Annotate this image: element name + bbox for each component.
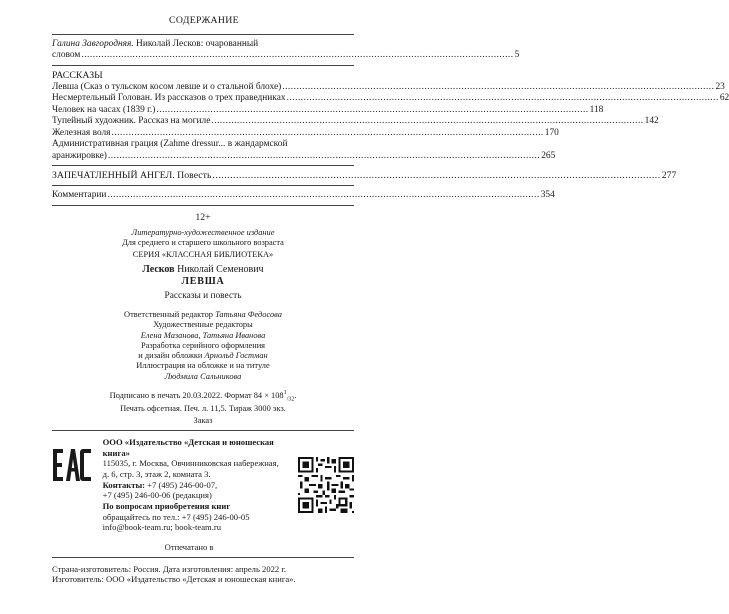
qr-code-icon <box>298 437 354 553</box>
intro-title-line1: Николай Лесков: очарованный <box>133 39 259 49</box>
signed-line <box>52 390 354 404</box>
divider <box>52 65 354 66</box>
toc-entry-comments <box>52 190 555 201</box>
manufacturer-info <box>52 564 356 585</box>
editor-label: Ответственный редактор <box>124 310 216 320</box>
art-editors-names: Елена Мазанова, Татьяна Иванова <box>140 330 266 340</box>
contacts-phone-2: +7 (495) 246-00-06 (редакция) <box>102 490 212 501</box>
toc-entry-title: Административная грация (Zahme dressur... в жандармской <box>52 139 288 150</box>
genre-line: Литературно-художественное издание <box>131 227 275 237</box>
leader-dots <box>112 128 544 139</box>
intro-author: Галина Завгородняя. <box>52 39 134 49</box>
design-line <box>52 351 354 361</box>
contacts-line <box>103 480 298 491</box>
toc-entry-title: Тупейный художник. Рассказ на могиле <box>52 116 211 127</box>
printed-at: Отпечатано в <box>164 542 214 553</box>
contents-title: СОДЕРЖАНИЕ <box>169 15 239 26</box>
toc-entry-page: 118 <box>589 104 604 115</box>
toc-entry-title: Несмертельный Голован. Из рассказов о трех праведниках <box>52 93 286 104</box>
print-details <box>52 390 356 426</box>
leader-dots <box>212 170 660 182</box>
toc-entry-title: Комментарии <box>52 190 107 201</box>
toc-entry-page: 354 <box>540 190 555 201</box>
format-sub: /32 <box>286 396 295 403</box>
illustration-label: Иллюстрация на обложке и на титуле <box>136 361 270 371</box>
stories-heading: РАССКАЗЫ <box>52 69 103 81</box>
toc-entry <box>52 104 604 116</box>
toc-entry-title: ЗАПЕЧАТЛЕННЫЙ АНГЕЛ. Повесть <box>52 170 212 182</box>
format-sup: 1 <box>283 389 287 396</box>
credits <box>52 310 356 382</box>
eac-logo <box>52 447 92 483</box>
design-label-2: и дизайн обложки <box>138 351 205 361</box>
toc-entry-admin-cont <box>52 150 556 162</box>
signed-text: Подписано в печать 20.03.2022. Формат 84 × 108 <box>109 390 284 400</box>
publisher-address-2: д. 6, стр. 3, этаж 2, комната 3. <box>102 469 211 480</box>
country-line: Страна-изготовитель: Россия. Дата изготовления: апрель 2022 г. <box>52 563 287 574</box>
publisher-address-1: 115035, г. Москва, Овчинниковская набережная, <box>102 458 279 469</box>
table-of-contents <box>52 34 729 206</box>
leader-dots <box>211 116 643 127</box>
editor-line <box>52 310 354 320</box>
purchase-label: По вопросам приобретения книг <box>102 501 231 512</box>
toc-entry <box>52 93 729 104</box>
maker-line: Изготовитель: ООО «Издательство «Детская и юношеская книга». <box>52 574 296 585</box>
intro-page: 5 <box>514 50 520 61</box>
publisher-email: info@book-team.ru; book-team.ru <box>102 522 222 533</box>
format-end: . <box>294 390 297 400</box>
designer-name: Арнольд Гостман <box>204 351 268 361</box>
toc-entry-page: 23 <box>715 81 725 92</box>
publisher-info <box>103 437 298 553</box>
toc-entry <box>52 81 725 93</box>
publisher-block <box>52 437 354 553</box>
leader-dots <box>287 93 719 104</box>
leader-dots <box>156 105 588 116</box>
divider <box>52 430 354 431</box>
divider <box>52 34 354 35</box>
audience-line: Для среднего и старшего школьного возраста <box>122 237 284 247</box>
toc-entry-admin <box>52 139 354 150</box>
toc-entry-page: 277 <box>661 170 677 182</box>
leader-dots <box>107 190 539 201</box>
divider <box>52 165 354 166</box>
leader-dots <box>81 50 513 61</box>
toc-entry <box>52 127 559 139</box>
toc-entry-page: 265 <box>541 150 556 161</box>
illustrator-name: Людмила Сальникова <box>164 371 242 381</box>
toc-entry <box>52 116 659 127</box>
toc-entry-title: Человек на часах (1839 г.) <box>52 104 156 115</box>
toc-entry-intro-cont <box>52 50 520 61</box>
toc-entry-title: Левша (Сказ о тульском косом левше и о стальной блохе) <box>52 81 282 92</box>
qr-code <box>298 457 354 513</box>
divider <box>52 185 354 186</box>
toc-entry-title: Железная воля <box>52 127 111 138</box>
purchase-phone: обращайтесь по тел.: +7 (495) 246-00-05 <box>102 511 250 522</box>
toc-entry-page: 62 <box>719 93 729 104</box>
author-name: Николай Семенович <box>174 264 264 276</box>
art-editors-label: Художественные редакторы <box>153 320 253 330</box>
intro-title-line2: словом <box>52 50 81 61</box>
book-title: ЛЕВША <box>181 276 225 288</box>
author-surname: Лесков <box>142 264 175 276</box>
toc-entry-angel <box>52 170 677 182</box>
book-author <box>52 264 354 276</box>
contacts-phone-1: +7 (495) 246-00-07, <box>145 479 218 490</box>
print-line: Печать офсетная. Печ. л. 11,5. Тираж 3000 экз. <box>120 403 286 413</box>
leader-dots <box>108 151 540 162</box>
toc-entry-intro <box>52 39 354 50</box>
publisher-name: ООО «Издательство «Детская и юношеская книга» <box>102 437 274 458</box>
book-subtitle: Рассказы и повесть <box>164 290 242 301</box>
toc-entry-page: 142 <box>644 116 659 127</box>
divider <box>52 557 354 558</box>
order-line: Заказ <box>193 415 213 425</box>
editor-name: Татьяна Федосова <box>215 310 282 320</box>
eac-mark-icon <box>52 437 103 553</box>
design-label: Разработка серийного оформления <box>140 340 266 350</box>
contacts-label: Контакты: <box>102 479 146 490</box>
toc-entry-title-cont: аранжировке) <box>52 150 107 161</box>
series-line: СЕРИЯ «КЛАССНАЯ БИБЛИОТЕКА» <box>132 250 274 259</box>
leader-dots <box>282 82 714 93</box>
divider <box>52 205 354 206</box>
age-rating: 12+ <box>195 211 211 223</box>
toc-entry-page: 170 <box>544 127 559 138</box>
